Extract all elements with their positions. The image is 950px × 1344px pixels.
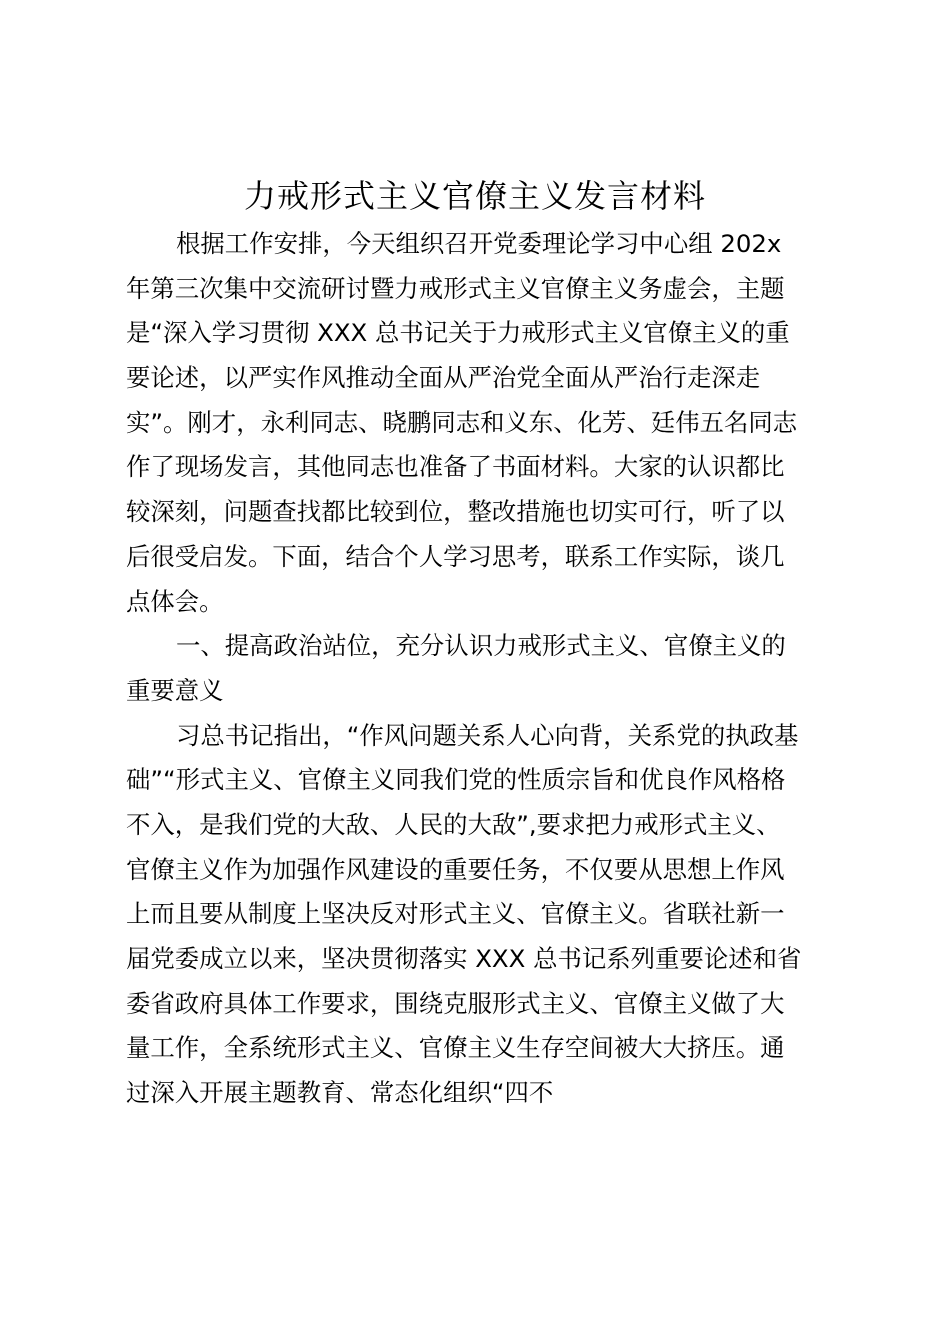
text-line: 量工作，全系统形式主义、官僚主义生存空间被大大挤压。通 (126, 1033, 785, 1063)
text-line: 后很受启发。下面，结合个人学习思考，联系工作实际，谈几 (126, 541, 785, 571)
text-line: 作了现场发言，其他同志也准备了书面材料。大家的认识都比 (126, 452, 785, 482)
text-line: 委省政府具体工作要求，围绕克服形式主义、官僚主义做了大 (126, 988, 785, 1018)
text-line: 不入，是我们党的大敌、人民的大敌”,要求把力戒形式主义、 (126, 809, 781, 839)
text-line: 点体会。 (126, 586, 224, 616)
text-line: 是“深入学习贯彻 XXX 总书记关于力戒形式主义官僚主义的重 (126, 318, 790, 348)
text-line: 较深刻，问题查找都比较到位，整改措施也切实可行，听了以 (126, 497, 785, 527)
text-line: 根据工作安排，今天组织召开党委理论学习中心组 202x (176, 229, 782, 258)
document-body (126, 222, 836, 1116)
text-line: 要论述，以严实作风推动全面从严治党全面从严治行走深走 (126, 363, 761, 393)
text-line: 础”“形式主义、官僚主义同我们党的性质宗旨和优良作风格格 (126, 765, 786, 795)
text-line: 实”。刚才，永利同志、晓鹏同志和义东、化芳、廷伟五名同志 (126, 407, 798, 437)
text-line: 年第三次集中交流研讨暨力戒形式主义官僚主义务虚会，主题 (126, 273, 785, 303)
text-line: 官僚主义作为加强作风建设的重要任务，不仅要从思想上作风 (126, 854, 785, 884)
text-line: 上而且要从制度上坚决反对形式主义、官僚主义。省联社新一 (126, 899, 785, 929)
text-line: 重要意义 (126, 675, 224, 705)
text-line: 过深入开展主题教育、常态化组织“四不 (126, 1078, 554, 1108)
text-line: 习总书记指出，“作风问题关系人心向背，关系党的执政基 (176, 720, 799, 750)
text-line: 届党委成立以来，坚决贯彻落实 XXX 总书记系列重要论述和省 (126, 944, 802, 973)
text-line: 一、提高政治站位，充分认识力戒形式主义、官僚主义的 (176, 631, 786, 661)
document-title: 力戒形式主义官僚主义发言材料 (243, 177, 706, 215)
